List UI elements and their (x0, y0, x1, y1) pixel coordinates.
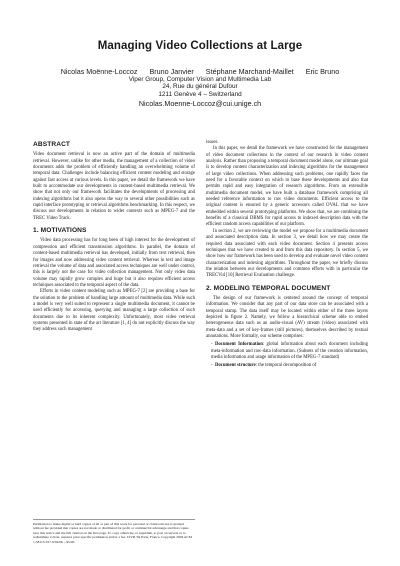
author-names (0, 68, 400, 75)
list-term: Document Information (215, 342, 263, 348)
author-name: Stéphane Marchand-Maillet (205, 67, 294, 76)
list-text: : global information about each document including meta-information and raw-data information. (Subsets of the creation information, media information and usage information of the MPEG-7 standard) (211, 342, 368, 360)
paragraph: issues. (206, 140, 219, 145)
section-heading-motivations: 1. MOTIVATIONS (33, 227, 87, 235)
paper-title: Managing Video Collections at Large (97, 40, 303, 52)
list-item (211, 363, 368, 369)
right-column (206, 140, 368, 372)
author-email: Nicolas.Moenne-Loccoz@cui.unige.ch (138, 98, 262, 108)
paragraph: The design of our framework is centered around the concept of temporal information. We consider that any part of our data store can be associated with a temporal stamp. The data itself may be located within either of the three layers depicted in figure 2. Namely, we follow a hierarchical scheme able to embed heterogeneous data such as an audio-visual (AV) stream (video) associated with meta-data and a set of key-frames (still pictures), themselves described by textual annotations. More formally, our scheme comprises: (206, 295, 368, 339)
paragraph: In this paper, we detail the framework we have constructed for the management of video document collections in the context of our research in video content analysis. Rather than proposing a temporal document model alone, our ultimate goal is to develop content characterization and indexing algorithms for the management of large video collections. When addressing such problems, one rapidly faces the need for a favorable context on which to base these developments and also that permits rapid and easy integration of research algorithms. From an extensible multimedia document model, we have built a database framework comprising all needed reference information to raw video documents. Efficient access to the original content is ensured by a generic accessors called OVAL that we have embedded within several prototyping platforms. We show that, we are combining the benefits of a classical DBMS for rapid access to indexed description data with the efficient random access capabilities of our platform. (206, 146, 368, 228)
affiliation-line: 24, Rue du général Dufour (162, 83, 238, 91)
left-column (33, 142, 195, 334)
list-term: Document structure (215, 363, 256, 369)
paragraph: Efforts in video content modeling such as MPEG-7 [2] are providing a base for the solution to the problem of handling large amount of multimedia data. While such a model is very well suited to represent a single multimedia document, it cannot be used efficiently for accessing, querying and managing a large collection of such documents due to its inherent complexity. Unfortunately, most video retrieval systems presented in state of the art literature [1, 4] do not explicitly discuss the way they address such management (33, 289, 195, 333)
bullet-icon: - (211, 363, 213, 369)
list-item (211, 342, 368, 361)
definition-list (206, 342, 368, 369)
author-name: Eric Bruno (305, 67, 340, 76)
author-block (0, 68, 400, 107)
paragraph: In section 2, we are reviewing the model we propose for a multimedia document and associated description data. In section 3, we detail how we may create the required data associated with each video document. Section 4 presents access techniques that we have created to and from this data repository. In section 5, we show how our framework has been used to develop and evaluate novel video content characterization and indexing algorithms. Throughout the paper, we briefly discuss the relation between our developments and common efforts with in particular the TRECVid [10] Retrieval Evaluation challenge. (206, 228, 368, 279)
list-text: : the temporal decomposition of (255, 363, 317, 369)
abstract-text: Video document retrieval is now an active part of the domain of multimedia retrieval. However, unlike for other media, the management of a collection of video documents adds the problem of efficiently handling an overwhelming volume of temporal data. Challenges include balancing efficient content modeling and storage against fast access at various levels. In this paper, we detail the framework we have built to accommodate our developments in content-based multimedia retrieval. We show that not only our framework facilitates the developments of processing and indexing algorithms but it also opens the way to several other possibilities such as rapid interface prototyping or retrieval algorithms benchmarking. In this respect, we discuss our developments in relation to wider contexts such as MPEG-7 and the TREC Video Track. (33, 152, 195, 221)
section-heading-modeling: 2. MODELING TEMPORAL DOCUMENT (206, 284, 331, 292)
affiliation-line: 1211 Genève 4 – Switzerland (158, 90, 242, 98)
bullet-icon: - (211, 342, 213, 348)
copyright-footnote: Permission to make digital or hard copies of all or part of this work for personal or classroom use is granted without fee provided that copies are not made or distributed for profit or commercial advantage and that copies bear this notice and the full citation on the first page. To copy otherwise, to republish, to post on servers or to redistribute to lists, requires prior specific permission and/or a fee. CIVR '04 Paris, France. Copyright 2004 ACM 1-58113-917-9/04/06 ...$5.00. (33, 519, 195, 544)
affiliation-line: Viper Group, Computer Vision and Multimedia Lab (128, 76, 272, 84)
paragraph: Video data processing has for long been of high interest for the development of compression and efficient transmission algorithms. In parallel, the domain of content-based multimedia retrieval has developed, initially from text retrieval, then for images and now addressing video content retrieval. Whereas in text and image retrieval the volume of data and associated access techniques are well under control, this is largely not the case for video collection management. Not only video data volume may rapidly grow complex and huge but it also requires efficient access techniques associated to the temporal aspect of the data. (33, 238, 195, 288)
abstract-heading: ABSTRACT (33, 141, 71, 148)
author-name: Nicolas Moënne-Loccoz (60, 67, 138, 76)
author-name: Bruno Janvier (149, 67, 194, 76)
